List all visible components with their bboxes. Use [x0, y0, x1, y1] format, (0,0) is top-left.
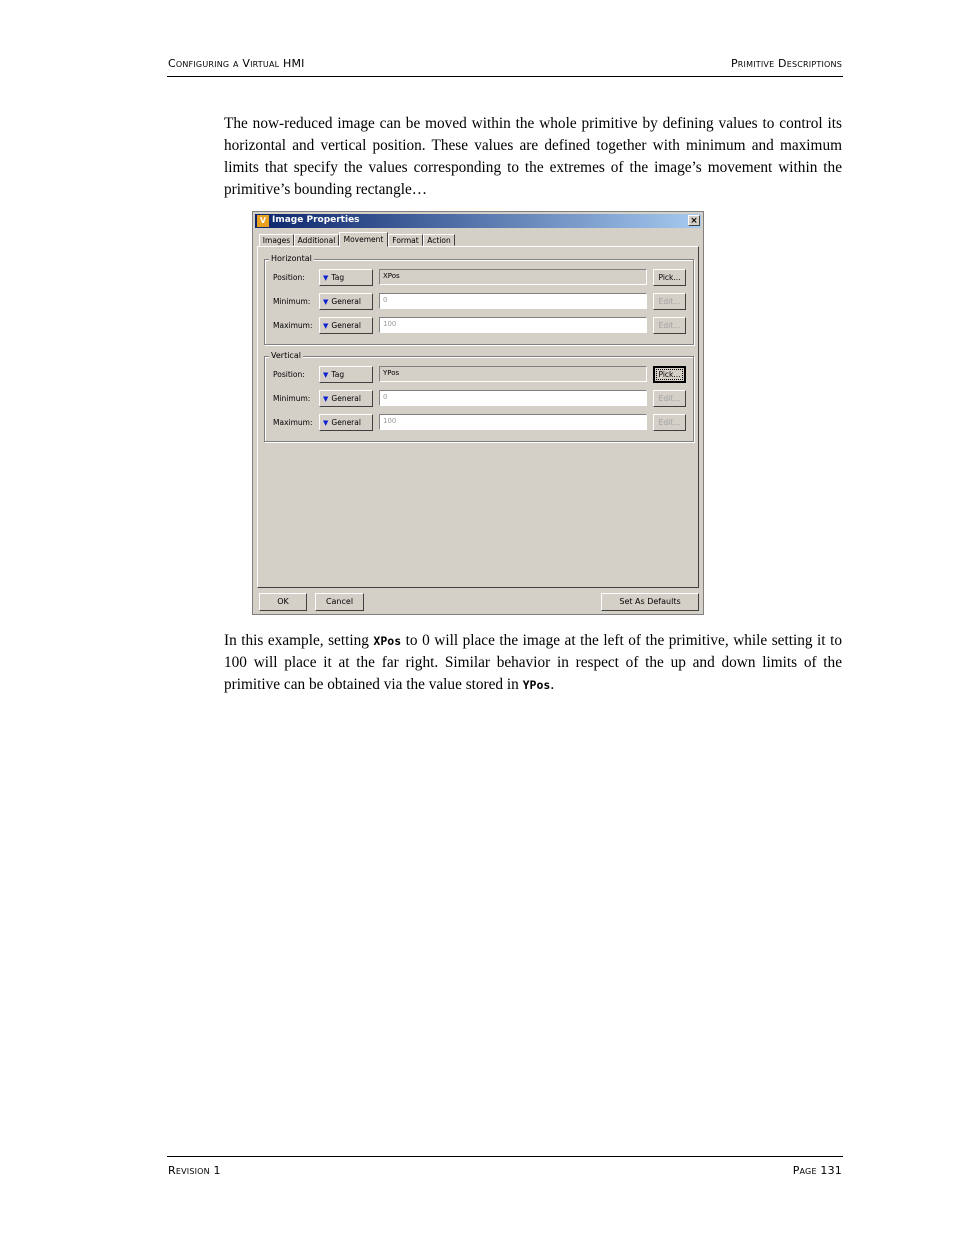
dropdown-value: General [331, 418, 361, 427]
page-header [167, 56, 843, 77]
h-maximum-row [265, 317, 693, 335]
h-position-label: Position: [273, 273, 305, 282]
v-position-label: Position: [273, 370, 305, 379]
horizontal-legend: Horizontal [271, 254, 312, 263]
para2-text-c: . [550, 676, 555, 693]
image-properties-dialog [252, 211, 704, 615]
v-position-row [265, 366, 693, 384]
dropdown-value: General [331, 394, 361, 403]
v-minimum-label: Minimum: [273, 394, 311, 403]
chevron-down-icon: ▼ [323, 371, 329, 379]
h-minimum-edit-button[interactable]: Edit... [653, 293, 686, 310]
page-footer [167, 1156, 843, 1179]
chevron-down-icon: ▼ [323, 395, 329, 403]
v-position-field[interactable]: YPos [379, 366, 647, 382]
dialog-titlebar [255, 214, 701, 228]
ypos-code: YPos [522, 678, 551, 692]
para2-text-b: to 0 will place the image at the left of the primitive, while setting it to 100 will place it at the far right. Similar behavior in respect of the up and down limits of the primitive can be obtained via the value stored in [224, 632, 842, 693]
ok-button[interactable]: OK [259, 593, 307, 611]
cancel-button[interactable]: Cancel [315, 593, 364, 611]
tab-format[interactable]: Format [388, 234, 423, 246]
close-icon[interactable]: × [688, 215, 700, 226]
dropdown-value: General [331, 321, 361, 330]
vertical-legend: Vertical [271, 351, 301, 360]
v-position-mode-dropdown[interactable] [319, 366, 373, 383]
para2-text-a: In this example, setting [224, 632, 374, 649]
app-icon: V [257, 215, 269, 227]
intro-paragraph: The now-reduced image can be moved within the whole primitive by defining values to control its horizontal and vertical position. These values are defined together with minimum and maximum limits that specify the values corresponding to the extremes of the image’s movement within the primitive’s bounding rectangle… [224, 115, 842, 198]
h-maximum-mode-dropdown[interactable] [319, 317, 373, 334]
h-maximum-label: Maximum: [273, 321, 313, 330]
tab-additional[interactable]: Additional [294, 234, 339, 246]
h-position-field[interactable]: XPos [379, 269, 647, 285]
v-minimum-field[interactable]: 0 [379, 390, 647, 406]
chevron-down-icon: ▼ [323, 274, 329, 282]
h-minimum-mode-dropdown[interactable] [319, 293, 373, 310]
tab-movement[interactable]: Movement [339, 232, 388, 247]
v-maximum-field[interactable]: 100 [379, 414, 647, 430]
v-minimum-edit-button[interactable]: Edit... [653, 390, 686, 407]
dropdown-value: Tag [331, 273, 345, 282]
xpos-code: XPos [373, 634, 402, 648]
set-as-defaults-button[interactable]: Set As Defaults [601, 593, 699, 611]
v-minimum-row [265, 390, 693, 408]
v-maximum-mode-dropdown[interactable] [319, 414, 373, 431]
h-maximum-field[interactable]: 100 [379, 317, 647, 333]
h-position-mode-dropdown[interactable] [319, 269, 373, 286]
explanation-paragraph [224, 630, 842, 696]
dropdown-value: General [331, 297, 361, 306]
chevron-down-icon: ▼ [323, 419, 329, 427]
tab-images[interactable]: Images [259, 234, 294, 246]
v-maximum-edit-button[interactable]: Edit... [653, 414, 686, 431]
chevron-down-icon: ▼ [323, 322, 329, 330]
h-position-row [265, 269, 693, 287]
v-maximum-row [265, 414, 693, 432]
v-pick-button[interactable]: Pick... [653, 366, 686, 383]
h-minimum-field[interactable]: 0 [379, 293, 647, 309]
movement-panel [257, 246, 699, 588]
footer-page-number: Page 131 [792, 1164, 842, 1177]
chevron-down-icon: ▼ [323, 298, 329, 306]
h-maximum-edit-button[interactable]: Edit... [653, 317, 686, 334]
header-right: Primitive Descriptions [730, 57, 842, 70]
horizontal-group [264, 254, 694, 345]
header-left: Configuring a Virtual HMI [168, 57, 305, 70]
h-minimum-row [265, 293, 693, 311]
v-minimum-mode-dropdown[interactable] [319, 390, 373, 407]
h-minimum-label: Minimum: [273, 297, 311, 306]
dropdown-value: Tag [331, 370, 345, 379]
footer-revision: Revision 1 [168, 1164, 221, 1177]
vertical-group [264, 351, 694, 442]
dialog-title: Image Properties [272, 215, 360, 225]
h-pick-button[interactable]: Pick... [653, 269, 686, 286]
tab-action[interactable]: Action [423, 234, 455, 246]
v-maximum-label: Maximum: [273, 418, 313, 427]
